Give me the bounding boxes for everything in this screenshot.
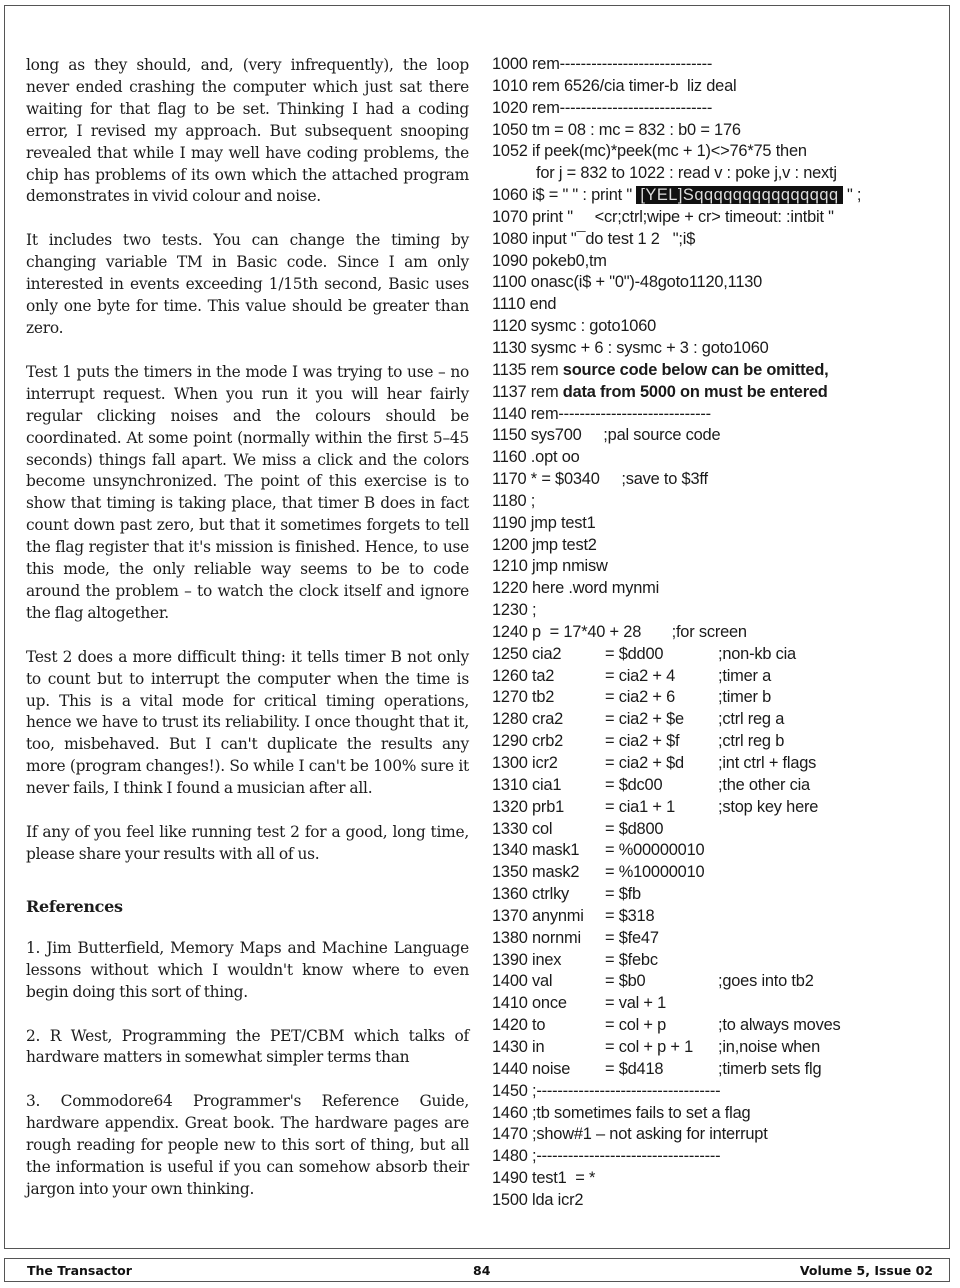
code-line: 1140 rem-----------------------------: [492, 404, 711, 423]
code-line: 1230 ;: [492, 601, 537, 620]
symbol-table-row: [492, 819, 942, 841]
code-text: " ;: [842, 186, 862, 205]
paragraph: If any of you feel like running test 2 for a good, long time, please share your results with all of us.: [26, 823, 469, 863]
symbol-name: 1380 nornmi: [492, 928, 581, 947]
references-heading: References: [26, 896, 123, 916]
code-line: 1110 end: [492, 295, 557, 314]
code-text: 1137 rem: [492, 382, 563, 401]
symbol-name: 1250 cia2: [492, 644, 562, 663]
code-line: 1020 rem-----------------------------: [492, 98, 713, 117]
code-line: 1490 test1 = *: [492, 1169, 596, 1188]
symbol-name: 1370 anynmi: [492, 906, 584, 925]
symbol-table-row: [492, 993, 942, 1015]
reference-item: 2. R West, Programming the PET/CBM which talks of hardware matters in somewhat simpler terms than: [26, 1026, 469, 1067]
program-listing: [492, 54, 942, 1212]
code-line: 1120 sysmc : goto1060: [492, 317, 657, 336]
page-footer: [4, 1258, 950, 1282]
symbol-value: = val + 1: [605, 994, 667, 1013]
symbol-comment: ;ctrl reg b: [718, 732, 785, 751]
paragraph: It includes two tests. You can change the timing by changing variable TM in Basic code. Since I am only interested in events exceeding 1/15th second, Basic uses only one byte for time. This value should be greater than zero.: [26, 231, 469, 337]
symbol-comment: ;ctrl reg a: [718, 710, 785, 729]
code-line: 1180 ;: [492, 491, 536, 510]
code-line: 1460 ;tb sometimes fails to set a flag: [492, 1103, 751, 1122]
symbol-value: = cia1 + 1: [605, 797, 675, 816]
code-line: [492, 185, 942, 207]
code-line: 1160 .opt oo: [492, 448, 580, 467]
symbol-value: = %10000010: [605, 863, 705, 882]
code-line: 1450 ;-----------------------------------: [492, 1081, 721, 1100]
code-text: 1060 i$ = " " : print ": [492, 186, 637, 205]
symbol-comment: ;the other cia: [718, 775, 810, 794]
symbol-name: 1330 col: [492, 819, 553, 838]
symbol-comment: ;int ctrl + flags: [718, 754, 817, 772]
symbol-table-row: [492, 731, 942, 753]
code-line: 1500 lda icr2: [492, 1190, 584, 1209]
symbol-value: = $b0: [605, 972, 646, 991]
symbol-value: = col + p: [605, 1016, 667, 1035]
paragraph: Test 1 puts the timers in the mode I was trying to use – no interrupt request. When you run it you will hear fairly regular clicking noises and the colours should be coordinated. At some point (normally within the first 5–45 seconds) things fall apart. We miss a click and the colors become unsynchronized. The point of this exercise is to show that timing is taking place, that timer B does in fact count down past zero, but that it sometimes forgets to tell the flag register that it's mission is finished. Hence, to use this mode, the only reliable way seems to be to code around the problem – to watch the clock itself and ignore the flag altogether.: [26, 362, 469, 622]
code-line: [492, 360, 942, 382]
symbol-name: 1420 to: [492, 1016, 546, 1035]
symbol-value: = cia2 + $e: [605, 710, 684, 729]
symbol-comment: ;stop key here: [718, 797, 819, 816]
symbol-table-row: [492, 1059, 942, 1081]
symbol-name: 1260 ta2: [492, 666, 555, 685]
code-line: 1210 jmp nmisw: [492, 557, 608, 576]
code-line: 1200 jmp test2: [492, 535, 597, 554]
symbol-table-row: [492, 687, 942, 709]
symbol-name: 1320 prb1: [492, 797, 565, 816]
symbol-name: 1300 icr2: [492, 754, 558, 772]
code-line-continuation: for j = 832 to 1022 : read v : poke j,v : nextj: [536, 164, 837, 183]
symbol-table-row: [492, 753, 942, 775]
symbol-comment: ;in,noise when: [718, 1037, 820, 1056]
symbol-value: = $febc: [605, 950, 658, 969]
symbol-value: = col + p + 1: [605, 1037, 694, 1056]
code-line: 1220 here .word mynmi: [492, 579, 660, 598]
reverse-video-string: [YEL]Sqqqqqqqqqqqqqqq: [636, 186, 842, 204]
symbol-table-row: [492, 1037, 942, 1059]
symbol-value: = $dd00: [605, 644, 664, 663]
code-line: 1100 onasc(i$ + "0")-48goto1120,1130: [492, 273, 763, 292]
symbol-table-row: [492, 775, 942, 797]
symbol-table-row: [492, 797, 942, 819]
issue-label: Volume 5, Issue 02: [799, 1263, 933, 1278]
symbol-value: = cia2 + $f: [605, 732, 680, 751]
symbol-table-row: [492, 971, 942, 993]
code-line: 1070 print " <cr;ctrl;wipe + cr> timeout: :intbit ": [492, 207, 834, 226]
symbol-comment: ;non-kb cia: [718, 644, 796, 663]
symbol-table-row: [492, 1015, 942, 1037]
symbol-name: 1290 crb2: [492, 732, 564, 751]
bold-note: source code below can be omitted,: [562, 360, 829, 379]
paragraph: Test 2 does a more difficult thing: it tells timer B not only to count but to interrupt the computer when the time is up. This is a vital mode for critical timing operations, hence we have to trust its reliability. I once thought that it, too, misbehaved. But I can't duplicate the results any more (program changes!). So while I can't be 100% sure it never fails, I think I found a musician after all.: [26, 647, 469, 798]
article-text-column: [26, 55, 469, 1223]
code-line: 1000 rem-----------------------------: [492, 55, 713, 73]
symbol-comment: ;goes into tb2: [718, 972, 814, 991]
reference-item: 1. Jim Butterfield, Memory Maps and Machine Language lessons without which I wouldn't know where to even begin doing this sort of thing.: [26, 938, 469, 1001]
symbol-name: 1360 ctrlky: [492, 885, 570, 904]
symbol-table-row: [492, 906, 942, 928]
symbol-table-row: [492, 666, 942, 688]
symbol-name: 1280 cra2: [492, 710, 564, 729]
symbol-value: = $d418: [605, 1059, 664, 1078]
symbol-table-row: [492, 840, 942, 862]
code-line: 1130 sysmc + 6 : sysmc + 3 : goto1060: [492, 338, 769, 357]
symbol-name: 1310 cia1: [492, 775, 562, 794]
symbol-name: 1400 val: [492, 972, 553, 991]
reference-item: 3. Commodore64 Programmer's Reference Guide, hardware appendix. Great book. The hardware pages are rough reading for people new to this sort of thing, but all the information is useful if you can somehow absorb their jargon into your own thinking.: [26, 1092, 469, 1198]
symbol-table-row: [492, 884, 942, 906]
code-line: 1050 tm = 08 : mc = 832 : b0 = 176: [492, 120, 741, 139]
code-line: 1170 * = $0340 ;save to $3ff: [492, 470, 708, 489]
code-line: 1470 ;show#1 – not asking for interrupt: [492, 1125, 768, 1144]
symbol-value: = $fb: [605, 885, 641, 904]
symbol-name: 1340 mask1: [492, 841, 580, 860]
symbol-name: 1390 inex: [492, 950, 562, 969]
paragraph: long as they should, and, (very infrequently), the loop never ended crashing the computer which just sat there waiting for that flag to be set. Thinking I had a coding error, I revised my approach. But subsequent snooping revealed that while I may well have coding problems, the chip has problems of its own which the attached program demonstrates in vivid colour and noise.: [26, 56, 469, 206]
symbol-value: = $d800: [605, 819, 664, 838]
code-line: 1052 if peek(mc)*peek(mc + 1)<>76*75 then: [492, 142, 807, 161]
symbol-value: = $fe47: [605, 928, 659, 947]
symbol-table: [492, 644, 942, 1081]
symbol-value: = cia2 + 4: [605, 666, 675, 685]
symbol-comment: ;timerb sets flg: [718, 1059, 822, 1078]
symbol-comment: ;to always moves: [718, 1016, 841, 1035]
bold-note: data from 5000 on must be entered: [562, 382, 828, 401]
code-line: 1480 ;-----------------------------------: [492, 1147, 721, 1166]
code-line: 1090 pokeb0,tm: [492, 251, 607, 270]
symbol-value: = $dc00: [605, 775, 663, 794]
symbol-table-row: [492, 950, 942, 972]
symbol-table-row: [492, 862, 942, 884]
code-line: 1010 rem 6526/cia timer-b liz deal: [492, 76, 737, 95]
code-text: 1135 rem: [492, 360, 563, 379]
symbol-value: = cia2 + 6: [605, 688, 675, 707]
code-line: 1240 p = 17*40 + 28 ;for screen: [492, 622, 747, 641]
symbol-comment: ;timer b: [718, 688, 772, 707]
symbol-value: = cia2 + $d: [605, 754, 684, 772]
symbol-table-row: [492, 709, 942, 731]
code-line: 1190 jmp test1: [492, 513, 596, 532]
symbol-value: = %00000010: [605, 841, 705, 860]
code-line: [492, 382, 942, 404]
symbol-value: = $318: [605, 906, 655, 925]
symbol-name: 1440 noise: [492, 1059, 571, 1078]
code-line: 1080 input "¯do test 1 2 ";i$: [492, 229, 696, 248]
symbol-table-row: [492, 644, 942, 666]
symbol-table-row: [492, 928, 942, 950]
symbol-name: 1270 tb2: [492, 688, 555, 707]
symbol-comment: ;timer a: [718, 666, 772, 685]
page-number: 84: [473, 1263, 491, 1278]
symbol-name: 1430 in: [492, 1037, 545, 1056]
publication-name: The Transactor: [27, 1263, 132, 1278]
code-line: 1150 sys700 ;pal source code: [492, 426, 721, 445]
symbol-name: 1350 mask2: [492, 863, 580, 882]
symbol-name: 1410 once: [492, 994, 567, 1013]
